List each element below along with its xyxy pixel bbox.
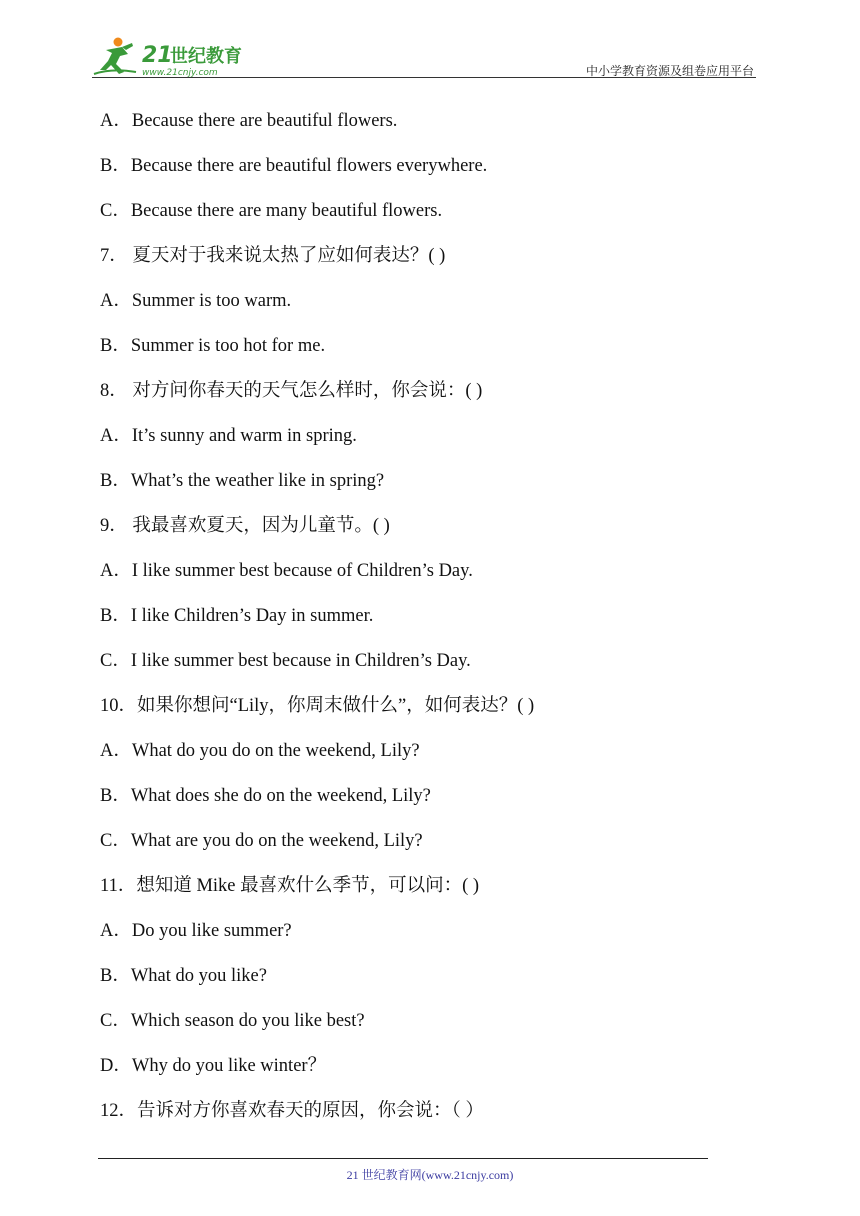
runner-icon <box>94 38 136 75</box>
option-line: B．Because there are beautiful flowers everywhere. <box>100 156 488 176</box>
option-line: C．Which season do you like best? <box>100 1011 365 1031</box>
option-line: B．Summer is too hot for me. <box>100 336 326 356</box>
option-line: A．I like summer best because of Children’s Day. <box>100 561 473 581</box>
svg-text:21: 21 <box>142 43 173 68</box>
option-line: B．What do you like? <box>100 966 267 986</box>
question-9: 9． 我最喜欢夏天，因为儿童节。( ) <box>100 516 390 536</box>
option-line: A．Summer is too warm. <box>100 291 292 311</box>
option-line: B．What does she do on the weekend, Lily? <box>100 786 431 806</box>
header-platform-text: 中小学教育资源及组卷应用平台 <box>585 64 754 78</box>
header-divider <box>92 77 756 78</box>
option-line: C．I like summer best because in Children’s Day. <box>100 651 471 671</box>
footer-link[interactable]: 21 世纪教育网(www.21cnjy.com) <box>346 1168 514 1182</box>
21cnjy-logo <box>92 34 262 78</box>
question-8: 8． 对方问你春天的天气怎么样时，你会说：( ) <box>100 381 483 401</box>
page-header <box>92 30 756 80</box>
option-line: A．It’s sunny and warm in spring. <box>100 426 357 446</box>
svg-text:www.21cnjy.com: www.21cnjy.com <box>142 68 218 78</box>
option-line: A．Because there are beautiful flowers. <box>100 111 398 131</box>
option-line: A．Do you like summer? <box>100 921 292 941</box>
footer-divider <box>98 1158 708 1159</box>
option-line: D．Why do you like winter？ <box>100 1056 327 1076</box>
option-line: C．What are you do on the weekend, Lily? <box>100 831 423 851</box>
question-12: 12．告诉对方你喜欢春天的原因，你会说：（ ） <box>100 1101 484 1121</box>
option-line: C．Because there are many beautiful flowers. <box>100 201 443 221</box>
question-10: 10．如果你想问“Lily，你周末做什么”，如何表达？( ) <box>100 696 535 716</box>
option-line: B．I like Children’s Day in summer. <box>100 606 374 626</box>
question-11: 11．想知道 Mike 最喜欢什么季节，可以问：( ) <box>100 876 480 896</box>
svg-text:世纪教育: 世纪教育 <box>170 46 242 67</box>
option-line: B．What’s the weather like in spring? <box>100 471 385 491</box>
option-line: A．What do you do on the weekend, Lily? <box>100 741 420 761</box>
question-content <box>100 106 800 1141</box>
question-7: 7． 夏天对于我来说太热了应如何表达？( ) <box>100 246 446 266</box>
